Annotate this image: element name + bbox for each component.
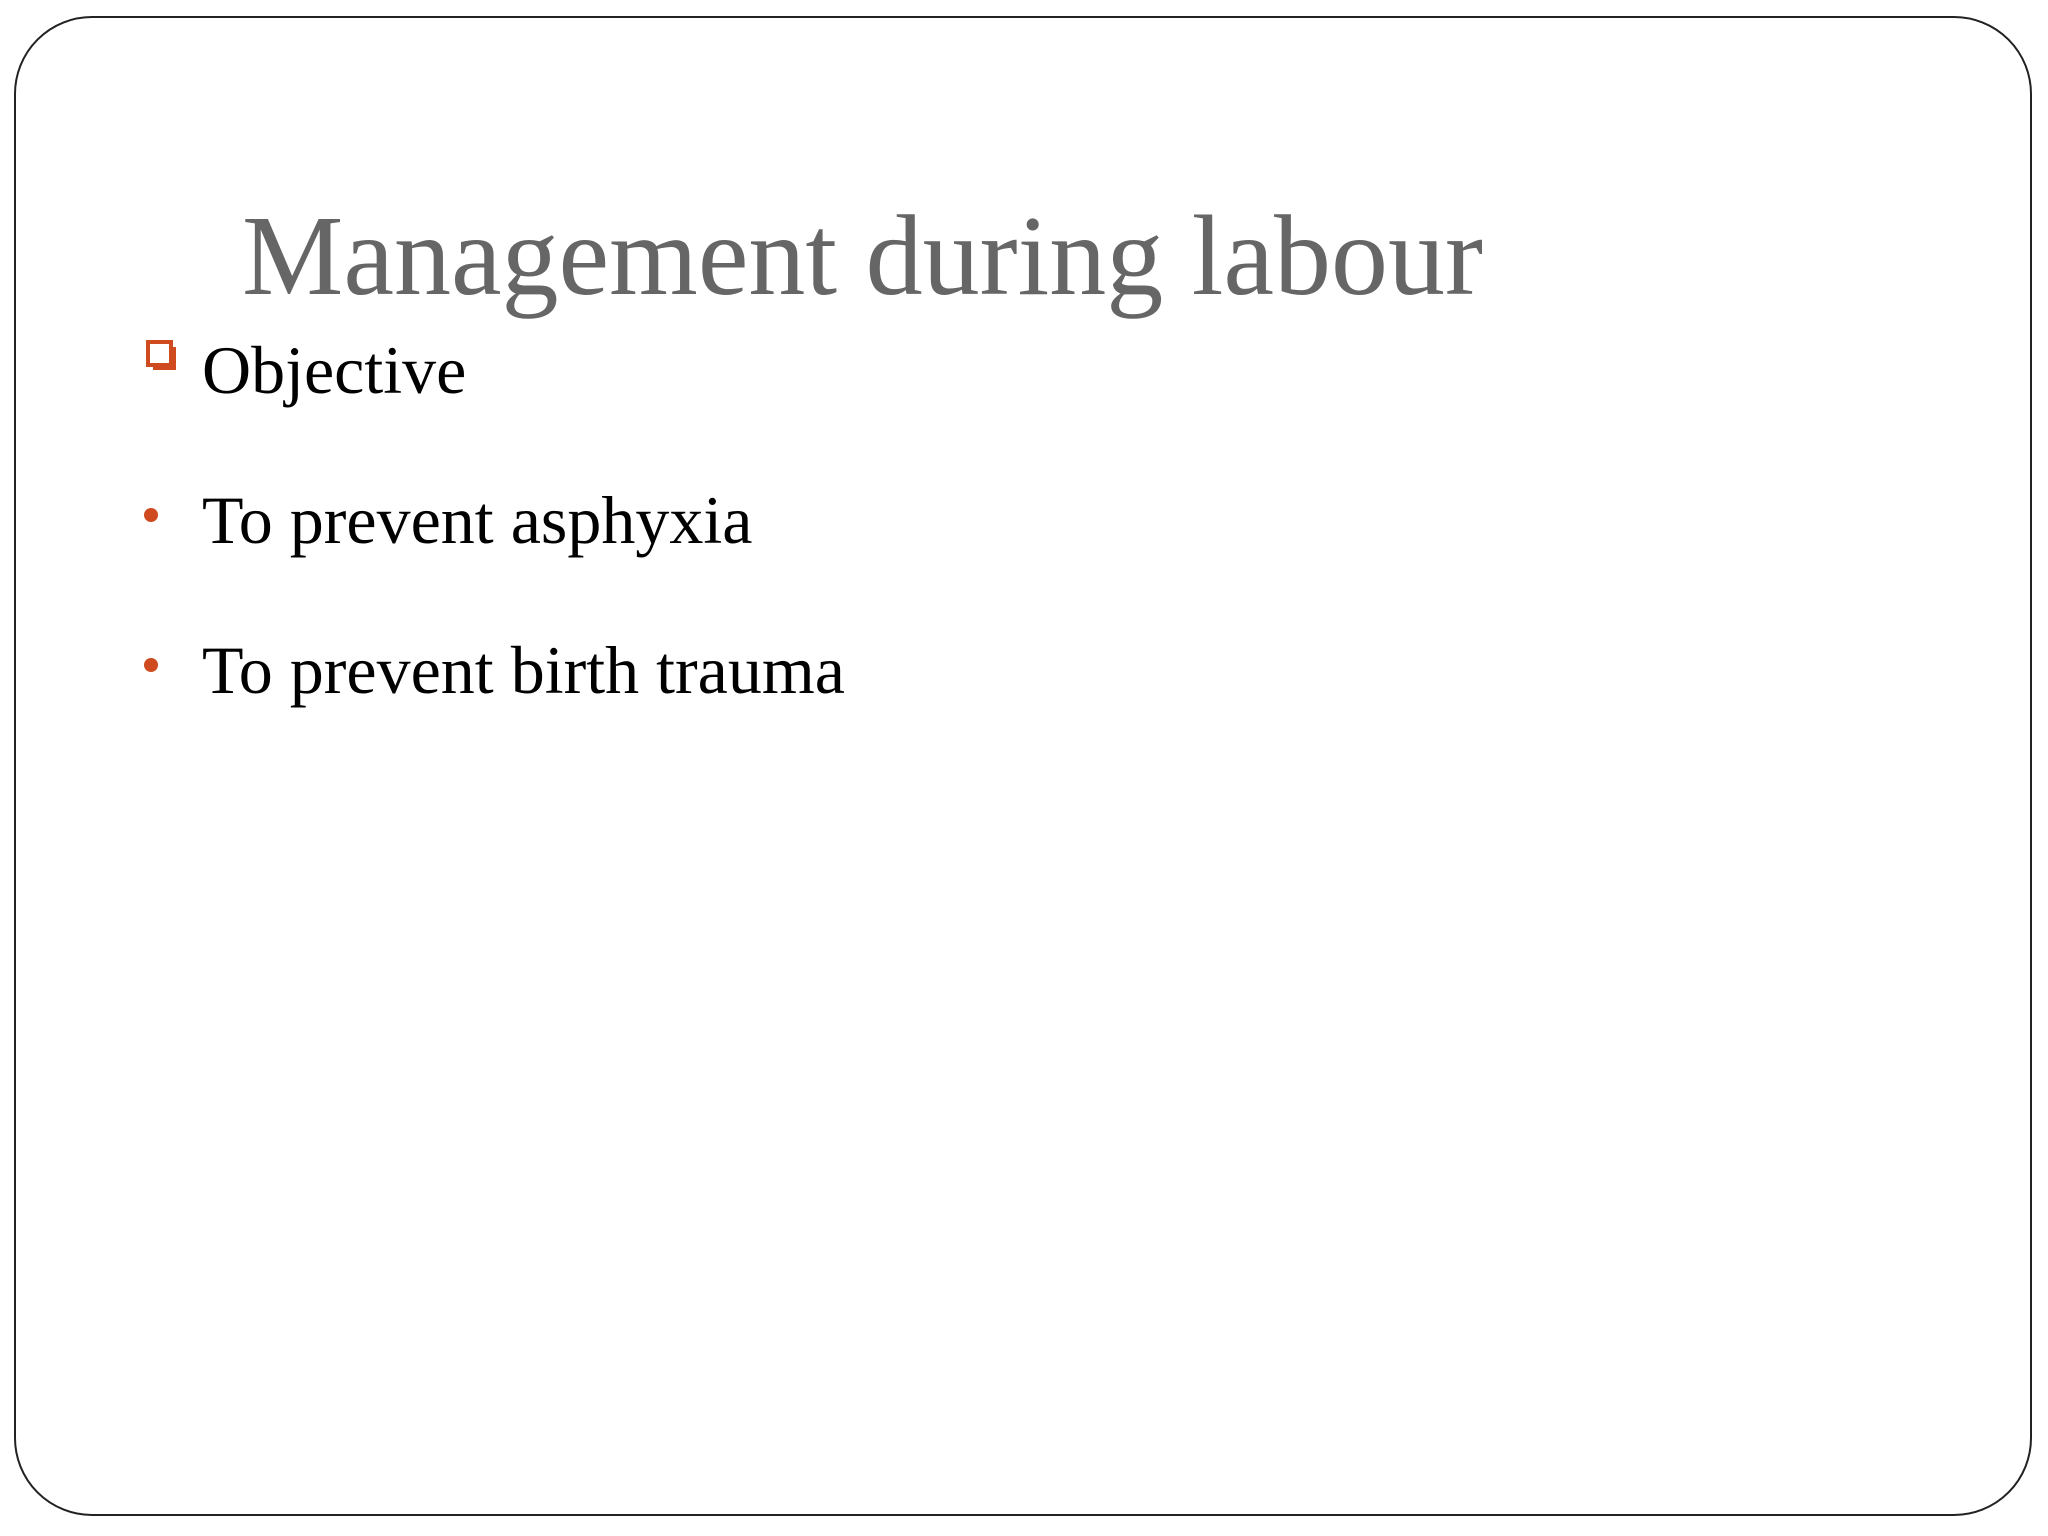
hollow-square-bullet-icon (146, 340, 178, 372)
list-item-text: Objective (202, 332, 467, 408)
slide-title: Management during labour (242, 192, 1483, 319)
round-bullet-icon (144, 658, 158, 672)
list-item-asphyxia (140, 480, 1840, 570)
round-bullet-icon (144, 508, 158, 522)
slide (14, 16, 2032, 1516)
list-item-text: To prevent birth trauma (202, 632, 845, 708)
list-item-text: To prevent asphyxia (202, 482, 753, 558)
list-item-objective (140, 330, 1840, 420)
list-item-birth-trauma (140, 630, 1840, 720)
